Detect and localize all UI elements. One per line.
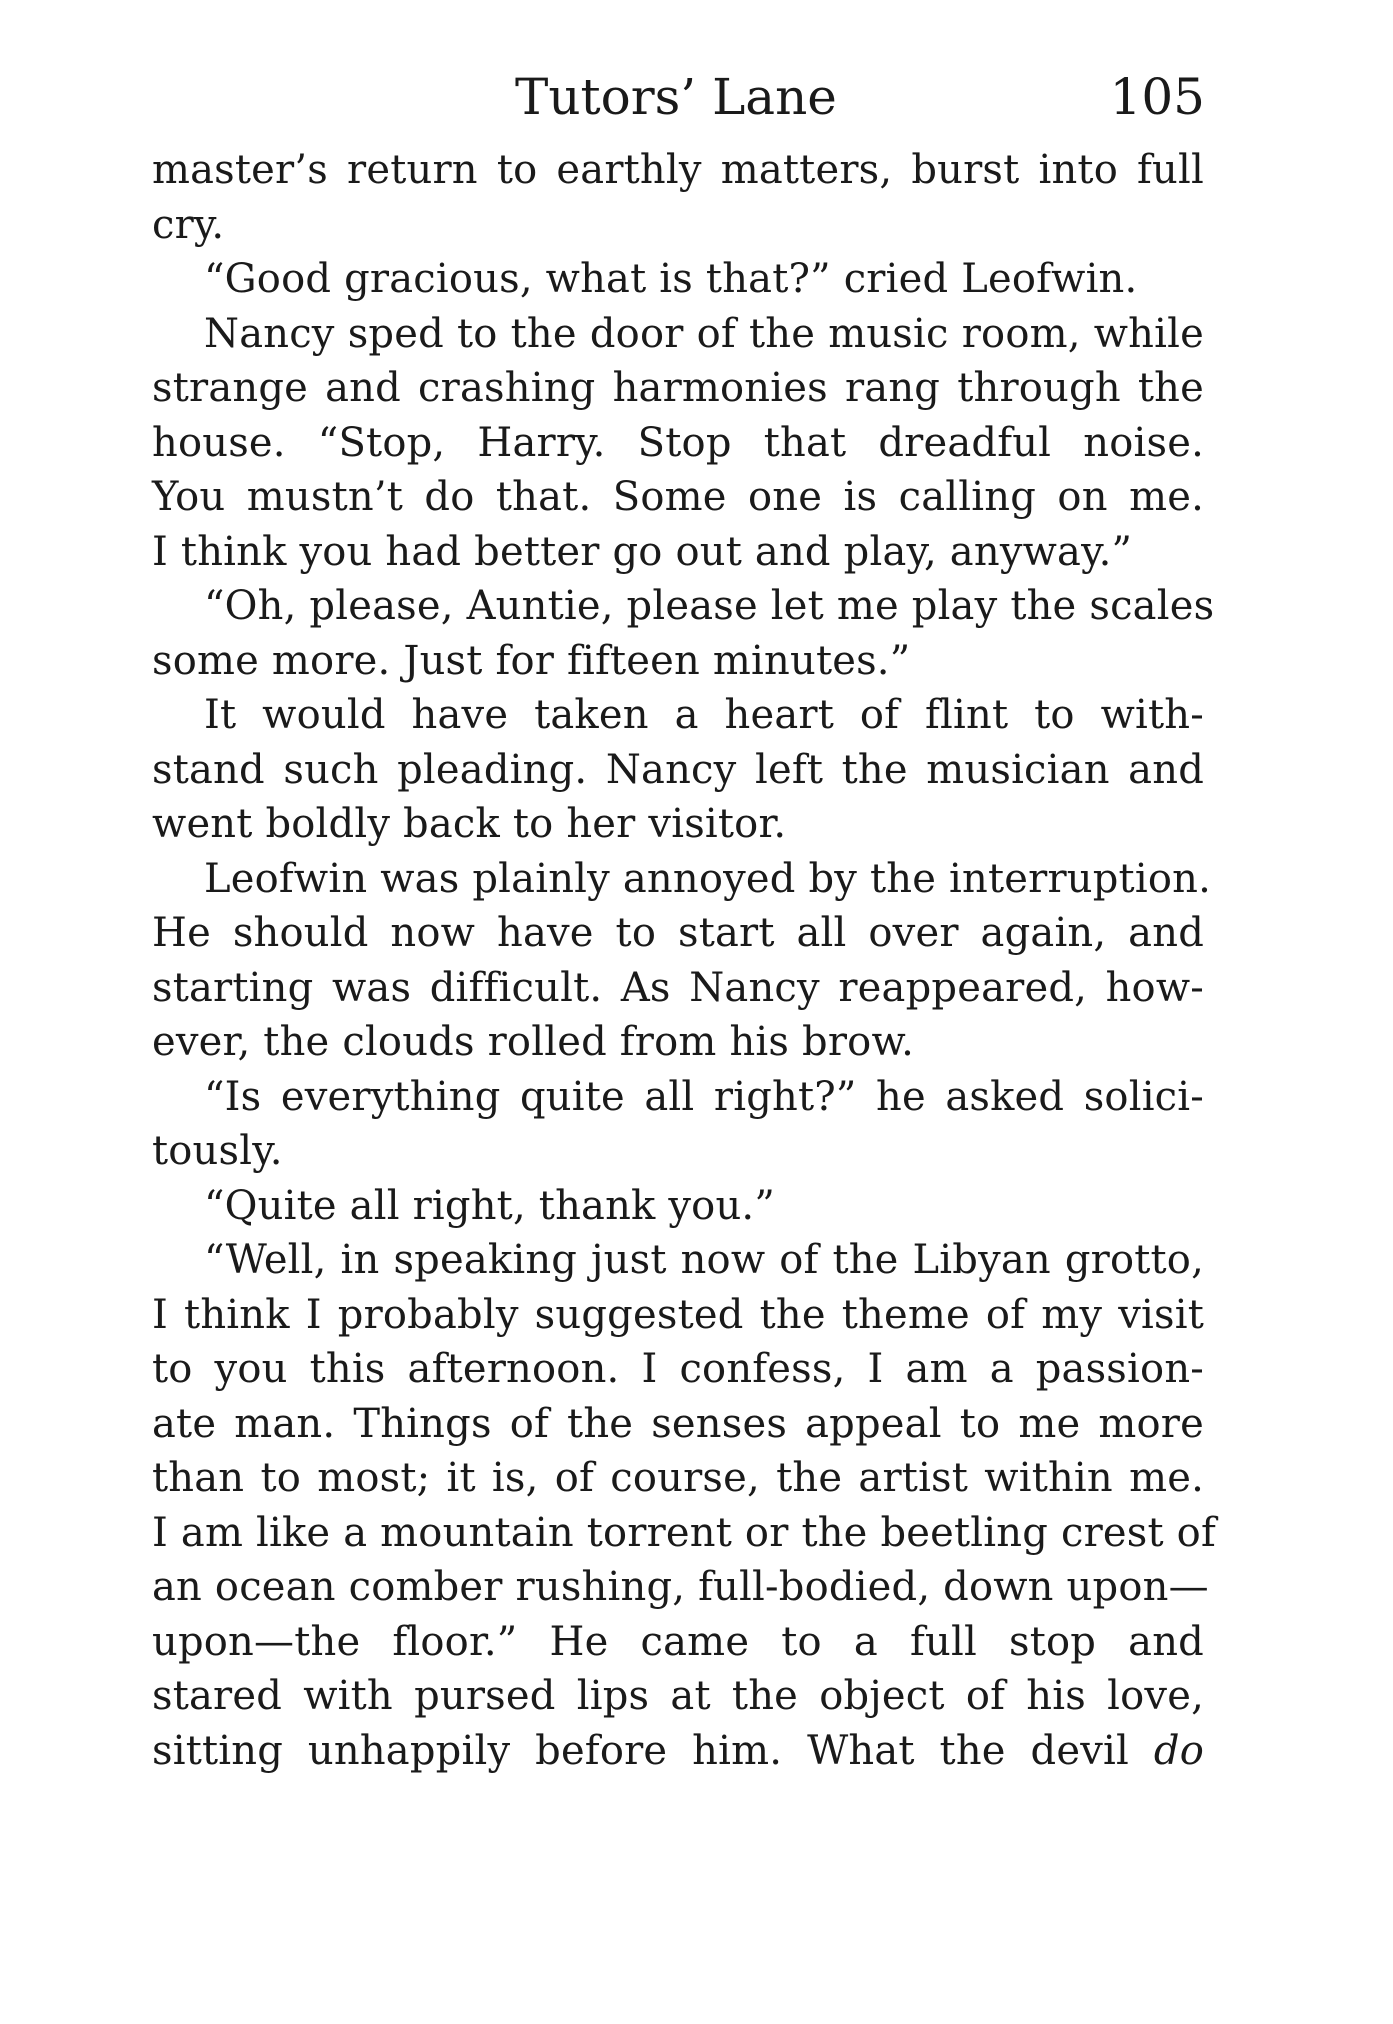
page-number: 105 [1109, 68, 1205, 126]
text-line: upon—the floor.” He came to a full stop and [152, 1618, 1204, 1665]
text-line: ever, the clouds rolled from his brow. [152, 1019, 915, 1065]
text-line: “Quite all right, thank you.” [204, 1182, 775, 1229]
text-line: “Well, in speaking just now of the Libyan grotto, [204, 1237, 1204, 1283]
text-line: went boldly back to her visitor. [152, 801, 787, 847]
text-line: Leofwin was plainly annoyed by the interruption. [204, 855, 1211, 902]
text-line-final-main: sitting unhappily before him. What the devil [152, 1727, 1130, 1774]
running-title: Tutors’ Lane [515, 68, 837, 126]
text-line: stared with pursed lips at the object of his love, [152, 1673, 1204, 1719]
text-line: I think you had better go out and play, anyway.” [152, 528, 1133, 575]
text-line: master’s return to earthly matters, burst into full [152, 147, 1204, 193]
text-line: an ocean comber rushing, full-bodied, down upon— [152, 1564, 1209, 1610]
text-line: “Is everything quite all right?” he asked solici- [204, 1073, 1204, 1120]
text-line-final [152, 1724, 1204, 1779]
text-line: stand such pleading. Nancy left the musician and [152, 746, 1204, 793]
text-line: You mustn’t do that. Some one is calling on me. [152, 474, 1204, 520]
text-line: tously. [152, 1128, 283, 1174]
text-line: starting was difficult. As Nancy reappeared, how- [152, 964, 1204, 1011]
text-line: “Good gracious, what is that?” cried Leofwin. [204, 256, 1138, 302]
text-line: He should now have to start all over again, and [152, 910, 1204, 956]
text-line: It would have taken a heart of flint to with- [204, 692, 1204, 738]
text-line: cry. [152, 201, 225, 248]
italic-word: do [1153, 1727, 1204, 1774]
text-line: “Oh, please, Auntie, please let me play the scales [204, 583, 1215, 629]
text-line: ate man. Things of the senses appeal to me more [152, 1400, 1204, 1447]
text-line: I think I probably suggested the theme of my visit [152, 1291, 1204, 1338]
text-line: I am like a mountain torrent or the beetling crest of [152, 1509, 1216, 1556]
text-line: than to most; it is, of course, the artist within me. [152, 1455, 1204, 1501]
body-text [152, 143, 1216, 1778]
text-line: house. “Stop, Harry. Stop that dreadful noise. [152, 419, 1204, 466]
text-line: to you this afternoon. I confess, I am a passion- [152, 1346, 1204, 1392]
text-line: Nancy sped to the door of the music room, while [204, 310, 1204, 357]
running-head [150, 62, 1205, 132]
text-line: strange and crashing harmonies rang through the [152, 365, 1204, 411]
text-line: some more. Just for fifteen minutes.” [152, 637, 911, 684]
